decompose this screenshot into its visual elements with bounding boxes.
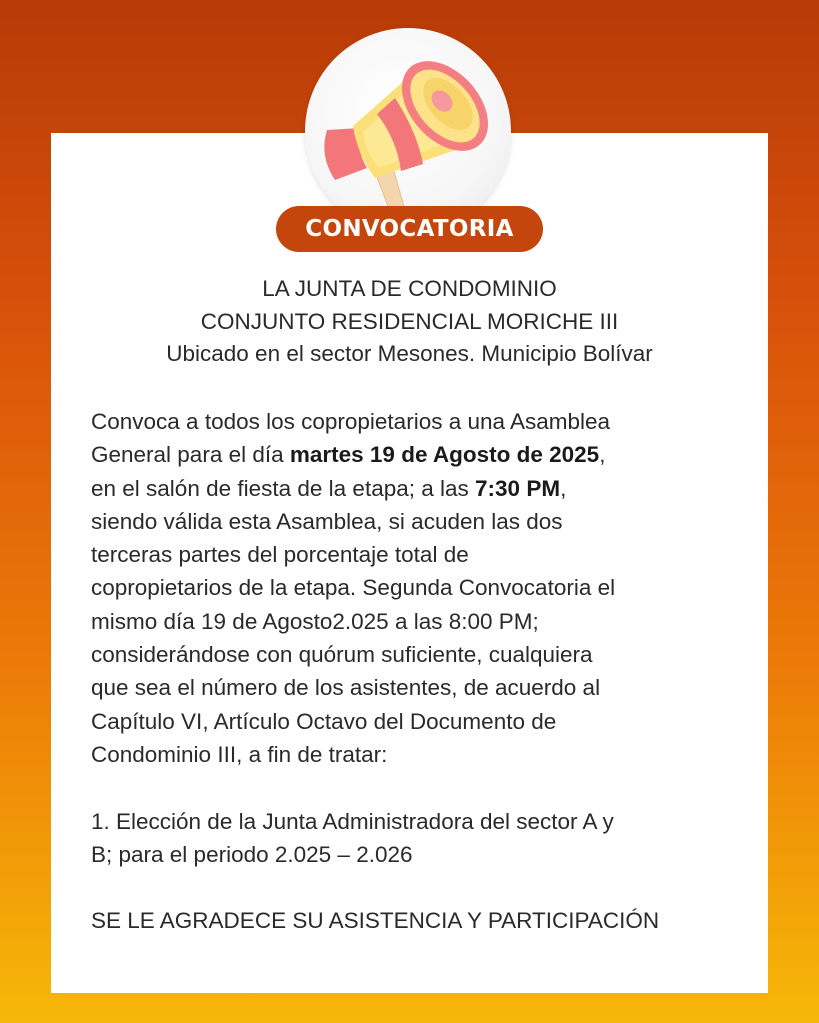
body-text: en el salón de fiesta de la etapa; a las <box>91 475 476 501</box>
body-line: terceras partes del porcentaje total de <box>91 542 469 568</box>
body-line: mismo día 19 de Agosto2.025 a las 8:00 PM; <box>91 608 539 634</box>
notice-header <box>51 273 768 371</box>
body-line <box>91 438 741 471</box>
body-text: , <box>599 442 606 468</box>
agenda-item: B; para el periodo 2.025 – 2.026 <box>91 841 413 867</box>
body-line: Condominio III, a fin de tratar: <box>91 741 388 767</box>
body-line: que sea el número de los asistentes, de acuerdo al <box>91 675 601 701</box>
body-line <box>91 472 741 505</box>
body-text: General para el día <box>91 442 290 468</box>
header-location: Ubicado en el sector Mesones. Municipio Bolívar <box>166 341 653 366</box>
body-line: copropietarios de la etapa. Segunda Convocatoria el <box>91 575 616 601</box>
header-title: LA JUNTA DE CONDOMINIO <box>262 276 557 301</box>
meeting-time: 7:30 PM <box>475 475 561 501</box>
body-text: , <box>560 475 567 501</box>
convocatoria-badge: CONVOCATORIA <box>276 206 543 252</box>
megaphone-icon <box>305 28 511 234</box>
notice-body <box>91 405 741 938</box>
body-line: Convoca a todos los copropietarios a una Asamblea <box>91 409 611 434</box>
body-line: Capítulo VI, Artículo Octavo del Documento de <box>91 708 557 734</box>
header-complex-name: CONJUNTO RESIDENCIAL MORICHE III <box>200 308 619 334</box>
agenda-item: 1. Elección de la Junta Administradora del sector A y <box>91 808 614 834</box>
body-line: considerándose con quórum suficiente, cualquiera <box>91 642 593 668</box>
megaphone-icon-circle <box>305 28 511 234</box>
meeting-date: martes 19 de Agosto de 2025 <box>289 442 600 468</box>
body-line: siendo válida esta Asamblea, si acuden las dos <box>91 508 563 534</box>
closing-note: SE LE AGRADECE SU ASISTENCIA Y PARTICIPACIÓN <box>91 908 660 934</box>
